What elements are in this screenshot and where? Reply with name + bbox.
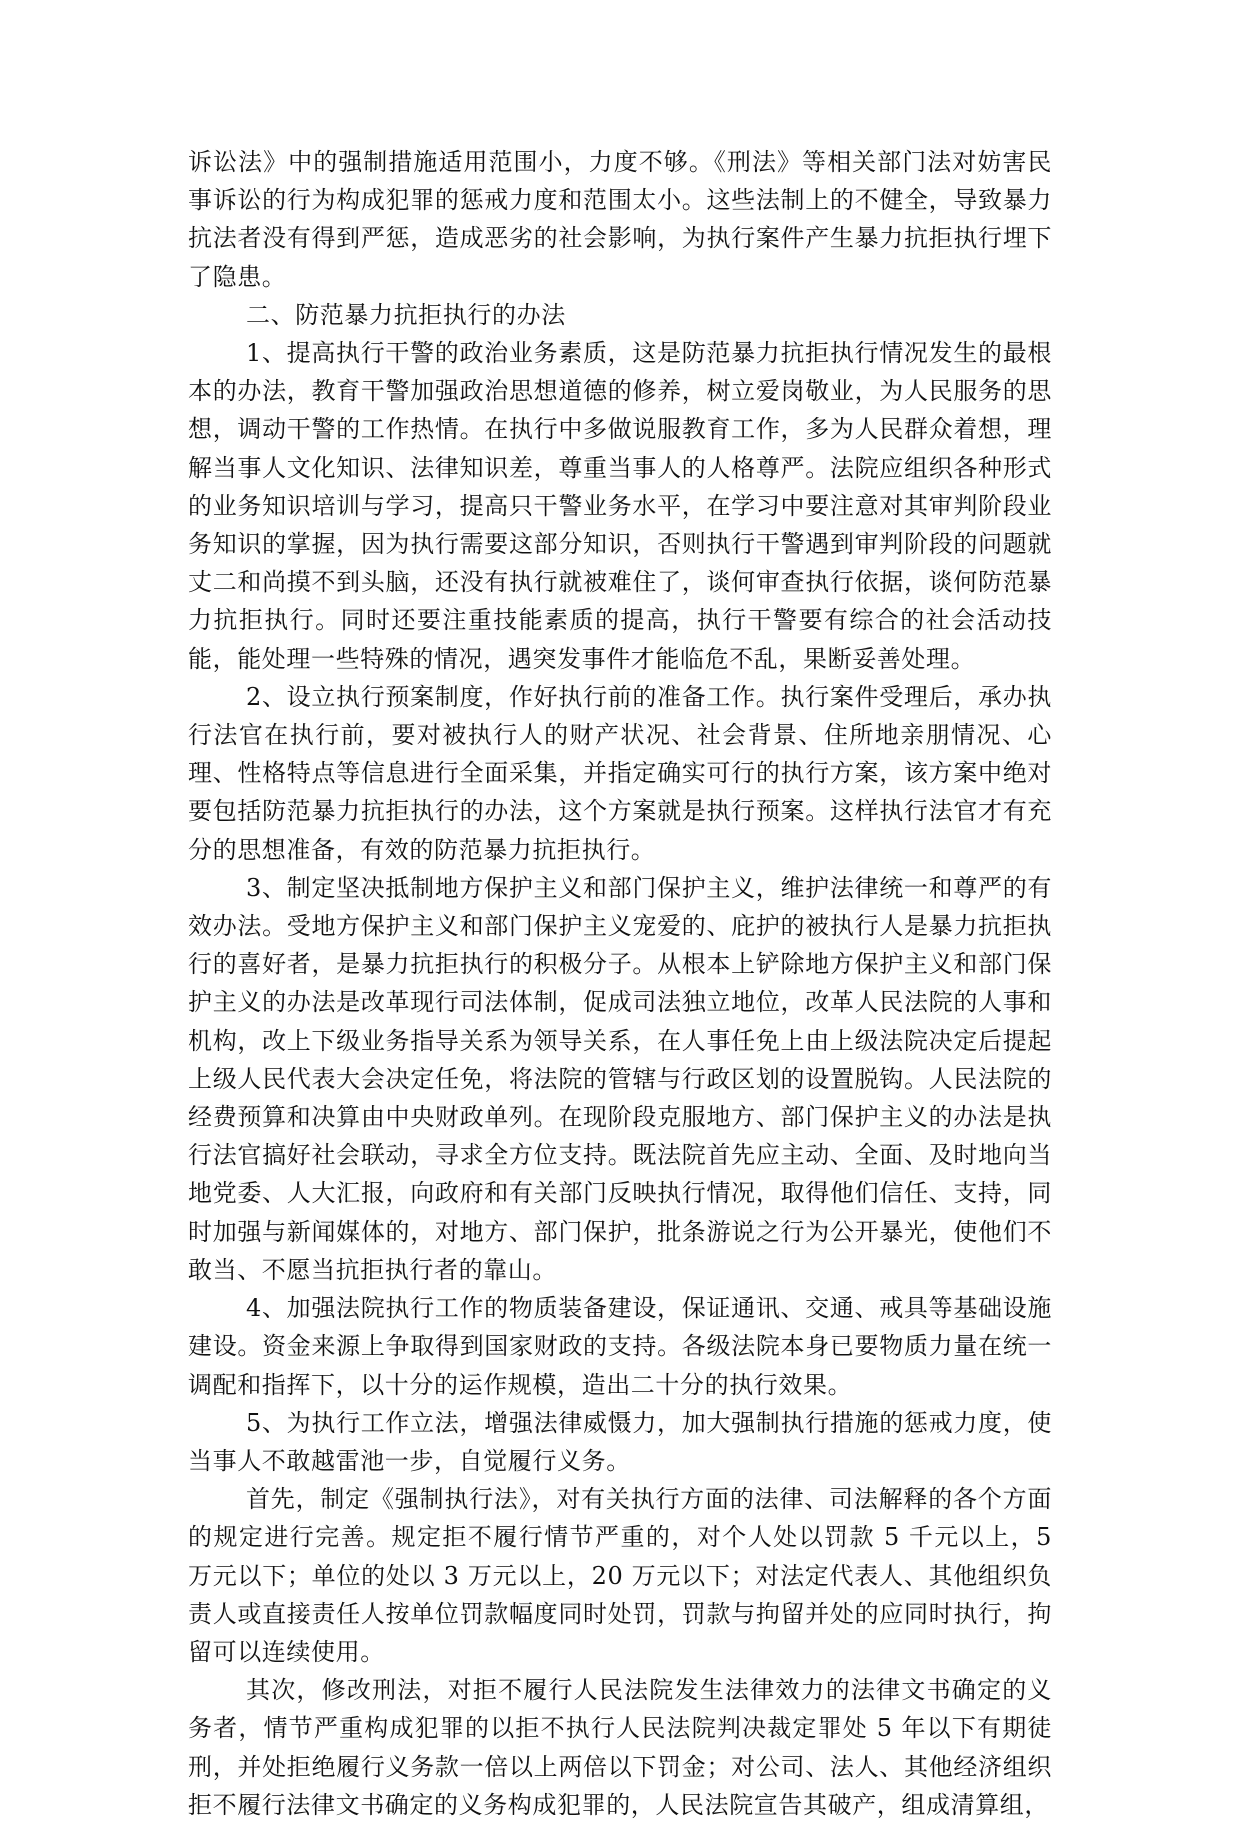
paragraph-item-3: 3、制定坚决抵制地方保护主义和部门保护主义，维护法律统一和尊严的有效办法。受地方保护主义和部门保护主义宠爱的、庇护的被执行人是暴力抗拒执行的喜好者，是暴力抗拒执行的积极分子。从根本上铲除地方保护主义和部门保护主义的办法是改革现行司法体制，促成司法独立地位，改革人民法院的人事和机构，改上下级业务指导关系为领导关系，在人事任免上由上级法院决定后提起上级人民代表大会决定任免，将法院的管辖与行政区划的设置脱钩。人民法院的经费预算和决算由中央财政单列。在现阶段克服地方、部门保护主义的办法是执行法官搞好社会联动，寻求全方位支持。既法院首先应主动、全面、及时地向当地党委、人大汇报，向政府和有关部门反映执行情况，取得他们信任、支持，同时加强与新闻媒体的，对地方、部门保护，批条游说之行为公开暴光，使他们不敢当、不愿当抗拒执行者的靠山。 <box>188 873 1052 1284</box>
paragraph-item-2: 2、设立执行预案制度，作好执行前的准备工作。执行案件受理后，承办执行法官在执行前，要对被执行人的财产状况、社会背景、住所地亲朋情况、心理、性格特点等信息进行全面采集，并指定确实可行的执行方案，该方案中绝对要包括防范暴力抗拒执行的办法，这个方案就是执行预案。这样执行法官才有充分的思想准备，有效的防范暴力抗拒执行。 <box>188 682 1052 864</box>
paragraph-continuation: 诉讼法》中的强制措施适用范围小，力度不够。《刑法》等相关部门法对妨害民事诉讼的行为构成犯罪的惩戒力度和范围太小。这些法制上的不健全，导致暴力抗法者没有得到严惩，造成恶劣的社会影响，为执行案件产生暴力抗拒执行埋下了隐患。 <box>188 148 1052 291</box>
paragraph-item-4: 4、加强法院执行工作的物质装备建设，保证通讯、交通、戒具等基础设施建设。资金来源上争取得到国家财政的支持。各级法院本身已要物质力量在统一调配和指挥下，以十分的运作规模，造出二十分的执行效果。 <box>188 1294 1052 1399</box>
paragraph-first: 首先，制定《强制执行法》，对有关执行方面的法律、司法解释的各个方面的规定进行完善。规定拒不履行情节严重的，对个人处以罚款 5 千元以上，5 万元以下；单位的处以 3 万元以上，20 万元以下；对法定代表人、其他组织负责人或直接责任人按单位罚款幅度同时处罚，罚款与拘留并处的应同时执行，拘留可以连续使用。 <box>188 1485 1052 1666</box>
section-heading: 二、防范暴力抗拒执行的办法 <box>246 300 566 329</box>
document-body <box>188 143 1052 1824</box>
paragraph-item-5: 5、为执行工作立法，增强法律威慑力，加大强制执行措施的惩戒力度，使当事人不敢越雷池一步，自觉履行义务。 <box>188 1408 1052 1475</box>
paragraph-second: 其次，修改刑法，对拒不履行人民法院发生法律效力的法律文书确定的义务者，情节严重构成犯罪的以拒不执行人民法院判决裁定罪处 5 年以下有期徒刑，并处拒绝履行义务款一倍以上两倍以下罚金；对公司、法人、其他经济组织拒不履行法律文书确定的义务构成犯罪的，人民法院宣告其破产，组成清算组， <box>188 1676 1052 1819</box>
paragraph-item-1: 1、提高执行干警的政治业务素质，这是防范暴力抗拒执行情况发生的最根本的办法，教育干警加强政治思想道德的修养，树立爱岗敬业，为人民服务的思想，调动干警的工作热情。在执行中多做说服教育工作，多为人民群众着想，理解当事人文化知识、法律知识差，尊重当事人的人格尊严。法院应组织各种形式的业务知识培训与学习，提高只干警业务水平，在学习中要注意对其审判阶段业务知识的掌握，因为执行需要这部分知识，否则执行干警遇到审判阶段的问题就丈二和尚摸不到头脑，还没有执行就被难住了，谈何审查执行依据，谈何防范暴力抗拒执行。同时还要注重技能素质的提高，执行干警要有综合的社会活动技能，能处理一些特殊的情况，遇突发事件才能临危不乱，果断妥善处理。 <box>188 339 1052 673</box>
